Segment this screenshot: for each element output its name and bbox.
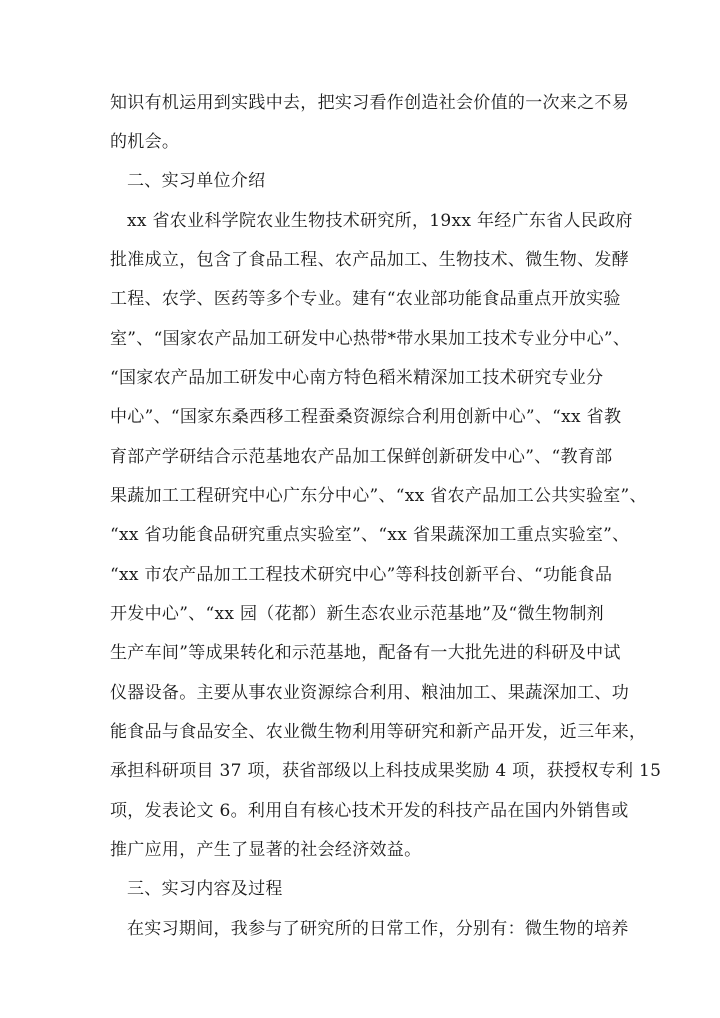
paragraph-line: 仪器设备。主要从事农业资源综合利用、粮油加工、果蔬深加工、功: [110, 683, 629, 703]
paragraph-line: 室”、“国家农产品加工研发中心热带*带水果加工技术专业分中心”、: [110, 329, 631, 349]
paragraph-line: 承担科研项目 37 项，获省部级以上科技成果奖励 4 项，获授权专利 15: [110, 761, 662, 781]
section-heading: 三、实习内容及过程: [127, 879, 283, 899]
paragraph-line: 育部产学研结合示范基地农产品加工保鲜创新研发中心”、“教育部: [110, 447, 613, 467]
paragraph-line: 生产车间”等成果转化和示范基地，配备有一大批先进的科研及中试: [110, 643, 621, 663]
paragraph-line: “xx 市农产品加工工程技术研究中心”等科技创新平台、“功能食品: [110, 565, 613, 585]
paragraph-line: xx 省农业科学院农业生物技术研究所，19xx 年经广东省人民政府: [127, 211, 633, 231]
paragraph-line: 开发中心”、“xx 园（花都）新生态农业示范基地”及“微生物制剂: [110, 604, 604, 624]
paragraph-line: 项，发表论文 6。利用自有核心技术开发的科技产品在国内外销售或: [110, 801, 629, 821]
paragraph-line: 中心”、“国家东桑西移工程蚕桑资源综合利用创新中心”、“xx 省教: [110, 407, 622, 427]
paragraph-line: 推广应用，产生了显著的社会经济效益。: [110, 840, 422, 860]
paragraph-line: 批准成立，包含了食品工程、农产品加工、生物技术、微生物、发酵: [110, 250, 629, 270]
paragraph-line: 知识有机运用到实践中去，把实习看作创造社会价值的一次来之不易: [110, 93, 629, 113]
paragraph-line: “xx 省功能食品研究重点实验室”、“xx 省果蔬深加工重点实验室”、: [110, 525, 630, 545]
paragraph-line: 的机会。: [110, 132, 180, 152]
paragraph-line: 工程、农学、医药等多个专业。建有“农业部功能食品重点开放实验: [110, 289, 621, 309]
paragraph-line: “国家农产品加工研发中心南方特色稻米精深加工技术研究专业分: [110, 368, 604, 388]
paragraph-line: 在实习期间，我参与了研究所的日常工作，分别有：微生物的培养: [127, 919, 629, 939]
paragraph-line: 能食品与食品安全、农业微生物利用等研究和新产品开发，近三年来，: [110, 722, 647, 742]
paragraph-line: 果蔬加工工程研究中心广东分中心”、“xx 省农产品加工公共实验室”、: [110, 486, 647, 506]
section-heading: 二、实习单位介绍: [127, 171, 266, 191]
